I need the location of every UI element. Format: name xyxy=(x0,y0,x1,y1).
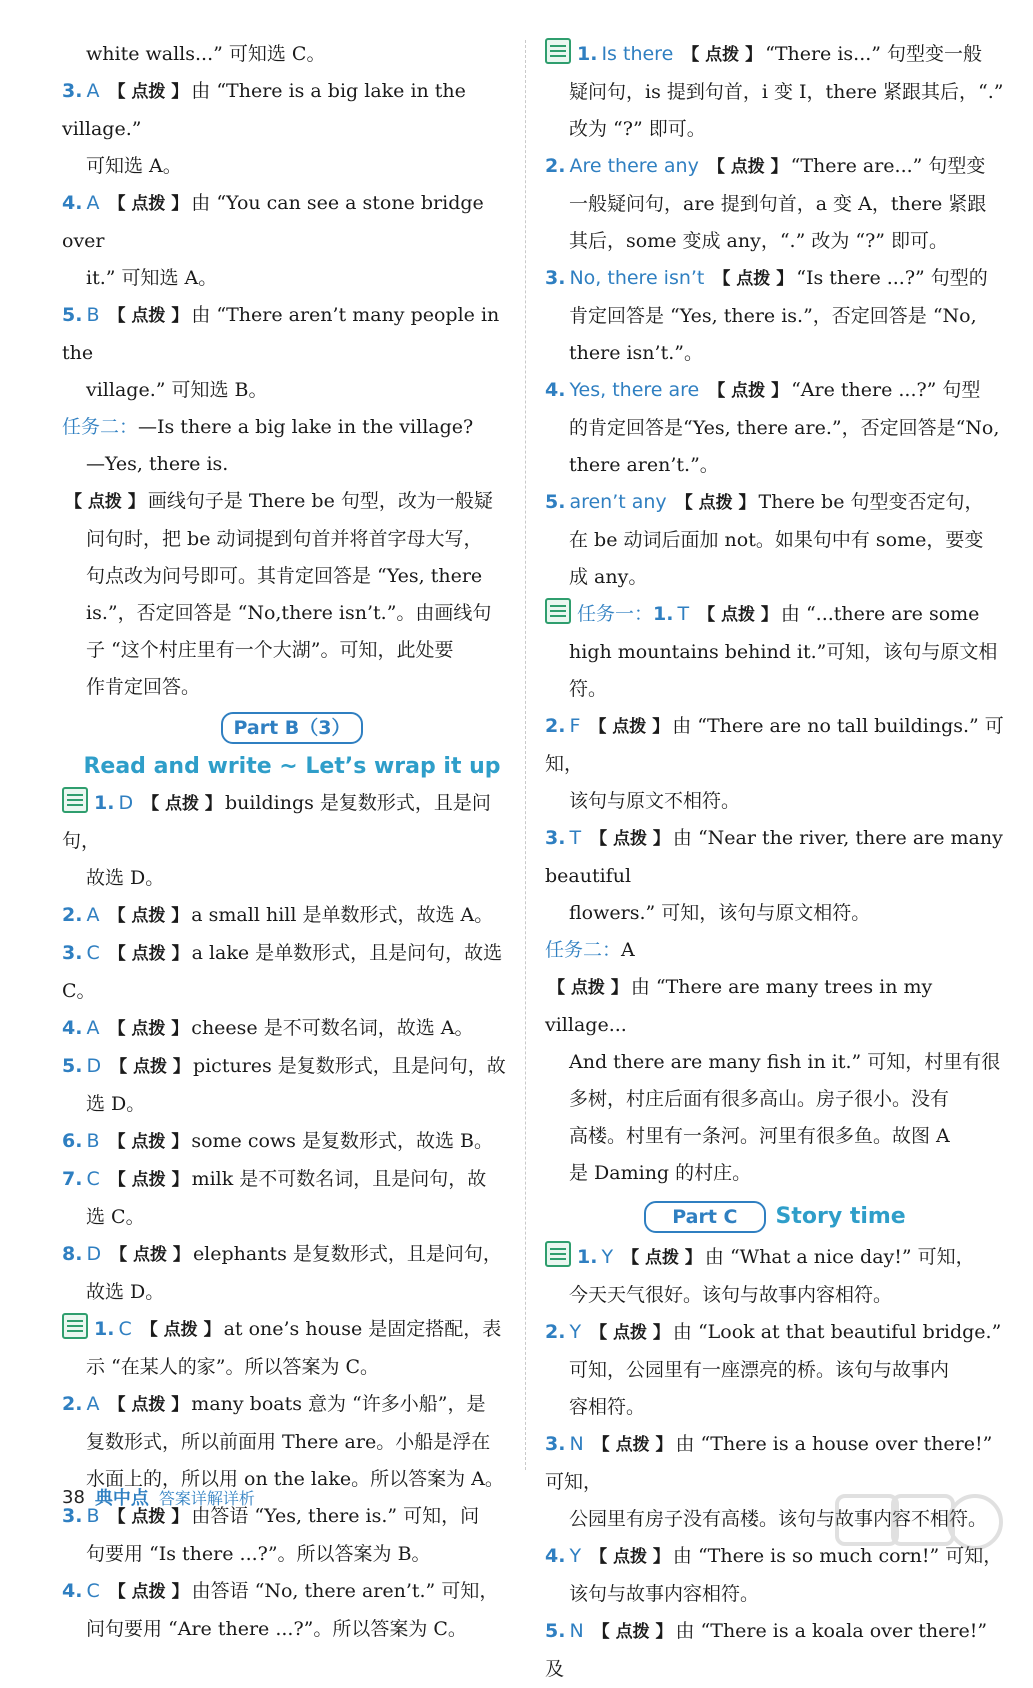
answer-line xyxy=(62,483,522,521)
hint-tag: 【 点拨 】 xyxy=(108,1170,189,1190)
line-text: 疑问句，is 提到句首，i 变 I，there 紧跟其后，“.” xyxy=(569,81,1004,103)
line-text: A xyxy=(621,939,635,961)
answer-line xyxy=(545,111,1005,148)
question-number: 4. xyxy=(62,1017,83,1039)
answer-line xyxy=(62,1274,522,1311)
answer-line xyxy=(62,632,522,669)
line-text: 复数形式，所以前面用 There are。小船是浮在 xyxy=(86,1431,491,1453)
question-number: 1. xyxy=(577,43,598,65)
answer-line xyxy=(545,932,1005,969)
answer-key: No, there isn’t xyxy=(569,267,705,289)
hint-tag: 【 点拨 】 xyxy=(108,1507,189,1527)
answer-line xyxy=(545,708,1005,783)
line-text: at one’s house 是固定搭配，表 xyxy=(223,1318,502,1340)
part-header xyxy=(62,710,522,747)
part-title: Story time xyxy=(775,1204,906,1229)
answer-line xyxy=(545,1613,1005,1688)
part-label: Part B（3） xyxy=(221,712,362,744)
answer-key: Y xyxy=(569,1545,582,1567)
watermark-logo xyxy=(835,1488,1005,1578)
answer-line xyxy=(62,558,522,595)
page-footer xyxy=(62,1484,255,1510)
answer-line xyxy=(545,298,1005,335)
answer-line xyxy=(62,860,522,897)
answer-key: B xyxy=(86,1130,100,1152)
hint-tag: 【 点拨 】 xyxy=(108,1395,189,1415)
part-label: Part C xyxy=(644,1201,765,1233)
section-icon xyxy=(62,787,88,813)
answer-line xyxy=(545,634,1005,708)
answer-line xyxy=(545,1081,1005,1118)
hint-tag: 【 点拨 】 xyxy=(682,45,763,65)
answer-line xyxy=(545,148,1005,186)
line-text: there isn’t.”。 xyxy=(569,342,703,364)
question-number: 6. xyxy=(62,1130,83,1152)
line-text: 成 any。 xyxy=(569,566,648,588)
answer-line xyxy=(545,372,1005,410)
line-text: 可知，公园里有一座漂亮的桥。该句与故事内 xyxy=(569,1359,950,1381)
line-text: 多树，村庄后面有很多高山。房子很小。没有 xyxy=(569,1088,950,1110)
answer-key: T xyxy=(569,827,582,849)
hint-tag: 【 点拨 】 xyxy=(108,306,189,326)
answer-line xyxy=(62,1311,522,1349)
answer-line xyxy=(545,969,1005,1044)
question-number: 2. xyxy=(545,1321,566,1343)
answer-key: C xyxy=(86,1168,100,1190)
answer-line xyxy=(62,669,522,706)
line-text: “Are there ...?” 句型 xyxy=(791,379,981,401)
line-text: 由 “There is a house over there!” 可知， xyxy=(545,1433,993,1493)
hint-tag: 【 点拨 】 xyxy=(108,1019,189,1039)
line-text: 由 “...there are some xyxy=(780,603,980,625)
brand-logo: 典中点 xyxy=(94,1488,149,1509)
line-text: 故选 D。 xyxy=(86,867,165,889)
line-text: milk 是不可数名词，且是问句，故 xyxy=(191,1168,487,1190)
hint-tag: 【 点拨 】 xyxy=(140,1320,221,1340)
question-number: 5. xyxy=(62,304,83,326)
hint-tag: 【 点拨 】 xyxy=(707,157,788,177)
column-divider xyxy=(525,40,526,1470)
answer-line xyxy=(545,223,1005,260)
line-text: There be 句型变否定句， xyxy=(758,491,984,513)
left-column xyxy=(62,36,522,1648)
answer-line xyxy=(545,74,1005,111)
line-text: 的肯定回答是“Yes, there are.”，否定回答是“No, xyxy=(569,417,1000,439)
question-number: 1. xyxy=(577,1246,598,1268)
hint-tag: 【 点拨 】 xyxy=(65,492,145,512)
line-text: 水面上的，所以用 on the lake。所以答案为 A。 xyxy=(86,1468,504,1490)
answer-line xyxy=(545,895,1005,932)
page-number: 38 xyxy=(62,1486,85,1508)
answer-key: A xyxy=(86,80,100,102)
line-text: 由 “Near the river, there are many beautiful xyxy=(545,827,1003,887)
question-number: 5. xyxy=(62,1055,83,1077)
answer-key: C xyxy=(118,1318,132,1340)
line-text: —Is there a big lake in the village? xyxy=(138,416,474,438)
hint-tag: 【 点拨 】 xyxy=(590,1547,670,1567)
hint-tag: 【 点拨 】 xyxy=(622,1248,702,1268)
question-number: 3. xyxy=(62,1505,83,1527)
question-number: 2. xyxy=(545,155,566,177)
question-number: 3. xyxy=(545,827,566,849)
line-text: white walls...” 可知选 C。 xyxy=(86,43,326,65)
line-text: there aren’t.”。 xyxy=(569,454,719,476)
line-text: 选 D。 xyxy=(86,1093,146,1115)
line-text: “There is...” 句型变一般 xyxy=(765,43,983,65)
answer-key: D xyxy=(118,792,134,814)
line-text: “Is there ...?” 句型的 xyxy=(796,267,988,289)
hint-tag: 【 点拨 】 xyxy=(590,829,670,849)
line-text: 作肯定回答。 xyxy=(86,676,201,698)
answer-line xyxy=(62,1123,522,1161)
answer-line xyxy=(62,372,522,409)
line-text: 一般疑问句，are 提到句首，a 变 A，there 紧跟 xyxy=(569,193,987,215)
answer-key: Are there any xyxy=(569,155,699,177)
section-icon xyxy=(545,38,571,64)
answer-line xyxy=(545,1277,1005,1314)
task-label: 任务二： xyxy=(545,939,622,961)
part-title: Read and write ~ Let’s wrap it up xyxy=(83,754,501,779)
line-text: 画线句子是 There be 句型，改为一般疑 xyxy=(147,490,493,512)
line-text: 由答语 “No, there aren’t.” 可知， xyxy=(191,1580,499,1602)
answer-key: Is there xyxy=(601,43,674,65)
hint-tag: 【 点拨 】 xyxy=(142,794,222,814)
line-text: 问句要用 “Are there ...?”。所以答案为 C。 xyxy=(86,1618,467,1640)
answer-line xyxy=(545,1576,1005,1613)
question-number: 8. xyxy=(62,1243,83,1265)
answer-line xyxy=(62,409,522,446)
answer-line xyxy=(62,595,522,632)
line-text: 由 “There aren’t many people in the xyxy=(62,304,500,364)
answer-line xyxy=(545,1044,1005,1081)
question-number: 2. xyxy=(545,715,566,737)
line-text: 在 be 动词后面加 not。如果句中有 some，要变 xyxy=(569,529,984,551)
answer-key: Yes, there are xyxy=(569,379,700,401)
line-text: 由 “There is a koala over there!” 及 xyxy=(545,1620,988,1680)
answer-line xyxy=(62,521,522,558)
line-text: 句点改为问号即可。其肯定回答是 “Yes, there xyxy=(86,565,483,587)
answer-line xyxy=(545,484,1005,522)
line-text: 由 “There are many trees in my village... xyxy=(545,976,933,1036)
answer-line xyxy=(62,73,522,148)
answer-line xyxy=(545,1239,1005,1277)
answer-line xyxy=(545,1155,1005,1192)
hint-tag: 【 点拨 】 xyxy=(708,381,789,401)
line-text: is.”，否定回答是 “No,there isn’t.”。由画线句 xyxy=(86,602,492,624)
line-text: a lake 是单数形式，且是问句，故选 C。 xyxy=(62,942,503,1002)
hint-tag: 【 点拨 】 xyxy=(713,269,794,289)
task-label: 任务一： xyxy=(577,603,654,625)
line-text: many boats 意为 “许多小船”，是 xyxy=(191,1393,486,1415)
answer-line xyxy=(62,785,522,860)
answer-line xyxy=(62,1424,522,1461)
answer-key: C xyxy=(86,1580,100,1602)
question-number: 3. xyxy=(545,267,566,289)
line-text: village.” 可知选 B。 xyxy=(86,379,268,401)
line-text: buildings 是复数形式，且是问句， xyxy=(62,792,491,852)
question-number: 4. xyxy=(62,1580,83,1602)
line-text: some cows 是复数形式，故选 B。 xyxy=(191,1130,493,1152)
line-text: And there are many fish in it.” 可知，村里有很 xyxy=(569,1051,1001,1073)
answer-line xyxy=(62,1086,522,1123)
line-text: pictures 是复数形式，且是问句，故 xyxy=(192,1055,506,1077)
hint-tag: 【 点拨 】 xyxy=(108,1132,189,1152)
answer-line xyxy=(545,1389,1005,1426)
question-number: 5. xyxy=(545,1620,566,1642)
hint-tag: 【 点拨 】 xyxy=(110,1245,190,1265)
answer-key: N xyxy=(569,1433,584,1455)
answer-line xyxy=(545,260,1005,298)
line-text: 公园里有房子没有高楼。该句与故事内容不相符。 xyxy=(569,1508,988,1530)
answer-line xyxy=(545,1314,1005,1352)
line-text: 示 “在某人的家”。所以答案为 C。 xyxy=(86,1356,380,1378)
question-number: 3. xyxy=(545,1433,566,1455)
answer-key: Y xyxy=(601,1246,614,1268)
line-text: 句要用 “Is there ...?”。所以答案为 B。 xyxy=(86,1543,431,1565)
answer-key: D xyxy=(86,1055,102,1077)
answer-key: aren’t any xyxy=(569,491,667,513)
answer-key: T xyxy=(677,603,690,625)
hint-tag: 【 点拨 】 xyxy=(592,1622,673,1642)
answer-line xyxy=(545,596,1005,634)
answer-line xyxy=(62,1611,522,1648)
hint-tag: 【 点拨 】 xyxy=(110,1057,190,1077)
line-text: —Yes, there is. xyxy=(86,453,229,475)
answer-line xyxy=(545,1352,1005,1389)
answer-line xyxy=(62,1536,522,1573)
answer-key: A xyxy=(86,1017,100,1039)
answer-line xyxy=(545,335,1005,372)
task-label: 任务二： xyxy=(62,416,139,438)
line-text: 由 “What a nice day!” 可知， xyxy=(704,1246,975,1268)
answer-line xyxy=(545,522,1005,559)
line-text: 由 “There is a big lake in the village.” xyxy=(62,80,466,140)
question-number: 4. xyxy=(545,1545,566,1567)
answer-key: A xyxy=(86,904,100,926)
part-header xyxy=(545,1198,1005,1235)
answer-line xyxy=(62,1048,522,1086)
answer-line xyxy=(62,297,522,372)
right-column xyxy=(545,36,1005,1688)
answer-key: F xyxy=(569,715,581,737)
answer-line xyxy=(62,1573,522,1611)
hint-tag: 【 点拨 】 xyxy=(698,605,778,625)
answer-line xyxy=(62,36,522,73)
question-number: 3. xyxy=(62,80,83,102)
answer-line xyxy=(545,410,1005,447)
line-text: 由 “You can see a stone bridge over xyxy=(62,192,484,252)
line-text: “There are...” 句型变 xyxy=(790,155,986,177)
line-text: 其后，some 变成 any，“.” 改为 “?” 即可。 xyxy=(569,230,949,252)
answer-key: A xyxy=(86,1393,100,1415)
line-text: elephants 是复数形式，且是问句， xyxy=(192,1243,502,1265)
question-number: 1. xyxy=(94,792,115,814)
question-number: 2. xyxy=(62,1393,83,1415)
answer-line xyxy=(62,185,522,260)
answer-line xyxy=(545,559,1005,596)
section-icon xyxy=(545,1241,571,1267)
hint-tag: 【 点拨 】 xyxy=(590,1323,670,1343)
line-text: 容相符。 xyxy=(569,1396,646,1418)
answer-line xyxy=(545,447,1005,484)
line-text: 可知选 A。 xyxy=(86,155,182,177)
line-text: 该句与故事内容相符。 xyxy=(569,1583,760,1605)
section-icon xyxy=(545,598,571,624)
answer-line xyxy=(62,1010,522,1048)
answer-key: B xyxy=(86,1505,100,1527)
answer-line xyxy=(62,1161,522,1199)
hint-tag: 【 点拨 】 xyxy=(108,194,189,214)
answer-line xyxy=(62,446,522,483)
footer-subtitle: 答案详解详析 xyxy=(158,1488,255,1508)
line-text: 选 C。 xyxy=(86,1206,145,1228)
question-number: 4. xyxy=(545,379,566,401)
line-text: a small hill 是单数形式，故选 A。 xyxy=(191,904,494,926)
question-number: 2. xyxy=(62,904,83,926)
answer-line xyxy=(62,148,522,185)
answer-line xyxy=(62,935,522,1010)
answer-line xyxy=(62,1236,522,1274)
answer-line xyxy=(545,820,1005,895)
hint-tag: 【 点拨 】 xyxy=(548,978,628,998)
line-text: 由答语 “Yes, there is.” 可知，问 xyxy=(191,1505,480,1527)
line-text: 由 “There is so much corn!” 可知， xyxy=(672,1545,1003,1567)
question-number: 1. xyxy=(653,603,674,625)
line-text: 改为 “?” 即可。 xyxy=(569,118,706,140)
hint-tag: 【 点拨 】 xyxy=(108,1582,189,1602)
line-text: flowers.” 可知，该句与原文相符。 xyxy=(569,902,871,924)
answer-line xyxy=(545,1118,1005,1155)
hint-tag: 【 点拨 】 xyxy=(108,944,189,964)
answer-line xyxy=(62,1199,522,1236)
hint-tag: 【 点拨 】 xyxy=(589,717,670,737)
answer-line xyxy=(62,897,522,935)
line-text: 问句时，把 be 动词提到句首并将首字母大写， xyxy=(86,528,483,550)
section-icon xyxy=(62,1313,88,1339)
answer-key: D xyxy=(86,1243,102,1265)
answer-line xyxy=(545,186,1005,223)
question-number: 5. xyxy=(545,491,566,513)
answer-line xyxy=(62,1349,522,1386)
hint-tag: 【 点拨 】 xyxy=(108,82,189,102)
hint-tag: 【 点拨 】 xyxy=(675,493,756,513)
line-text: 由 “There are no tall buildings.” 可知， xyxy=(545,715,1004,775)
answer-line xyxy=(545,36,1005,74)
answer-key: N xyxy=(569,1620,584,1642)
question-number: 7. xyxy=(62,1168,83,1190)
line-text: 由 “Look at that beautiful bridge.” xyxy=(672,1321,1002,1343)
answer-key: Y xyxy=(569,1321,582,1343)
line-text: 该句与原文不相符。 xyxy=(569,790,741,812)
question-number: 3. xyxy=(62,942,83,964)
hint-tag: 【 点拨 】 xyxy=(108,906,189,926)
answer-key: C xyxy=(86,942,100,964)
line-text: 是 Daming 的村庄。 xyxy=(569,1162,752,1184)
question-number: 1. xyxy=(94,1318,115,1340)
line-text: 今天天气很好。该句与故事内容相符。 xyxy=(569,1284,893,1306)
question-number: 4. xyxy=(62,192,83,214)
answer-line xyxy=(62,260,522,297)
hint-tag: 【 点拨 】 xyxy=(592,1435,673,1455)
line-text: 子 “这个村庄里有一个大湖”。可知，此处要 xyxy=(86,639,454,661)
line-text: 高楼。村里有一条河。河里有很多鱼。故图 A xyxy=(569,1125,950,1147)
line-text: it.” 可知选 A。 xyxy=(86,267,218,289)
answer-key: B xyxy=(86,304,100,326)
answer-line xyxy=(545,783,1005,820)
line-text: cheese 是不可数名词，故选 A。 xyxy=(191,1017,474,1039)
answer-line xyxy=(62,1386,522,1424)
line-text: 肯定回答是 “Yes, there is.”，否定回答是 “No, xyxy=(569,305,977,327)
line-text: 故选 D。 xyxy=(86,1281,165,1303)
line-text: high mountains behind it.”可知，该句与原文相符。 xyxy=(569,641,998,700)
answer-key: A xyxy=(86,192,100,214)
